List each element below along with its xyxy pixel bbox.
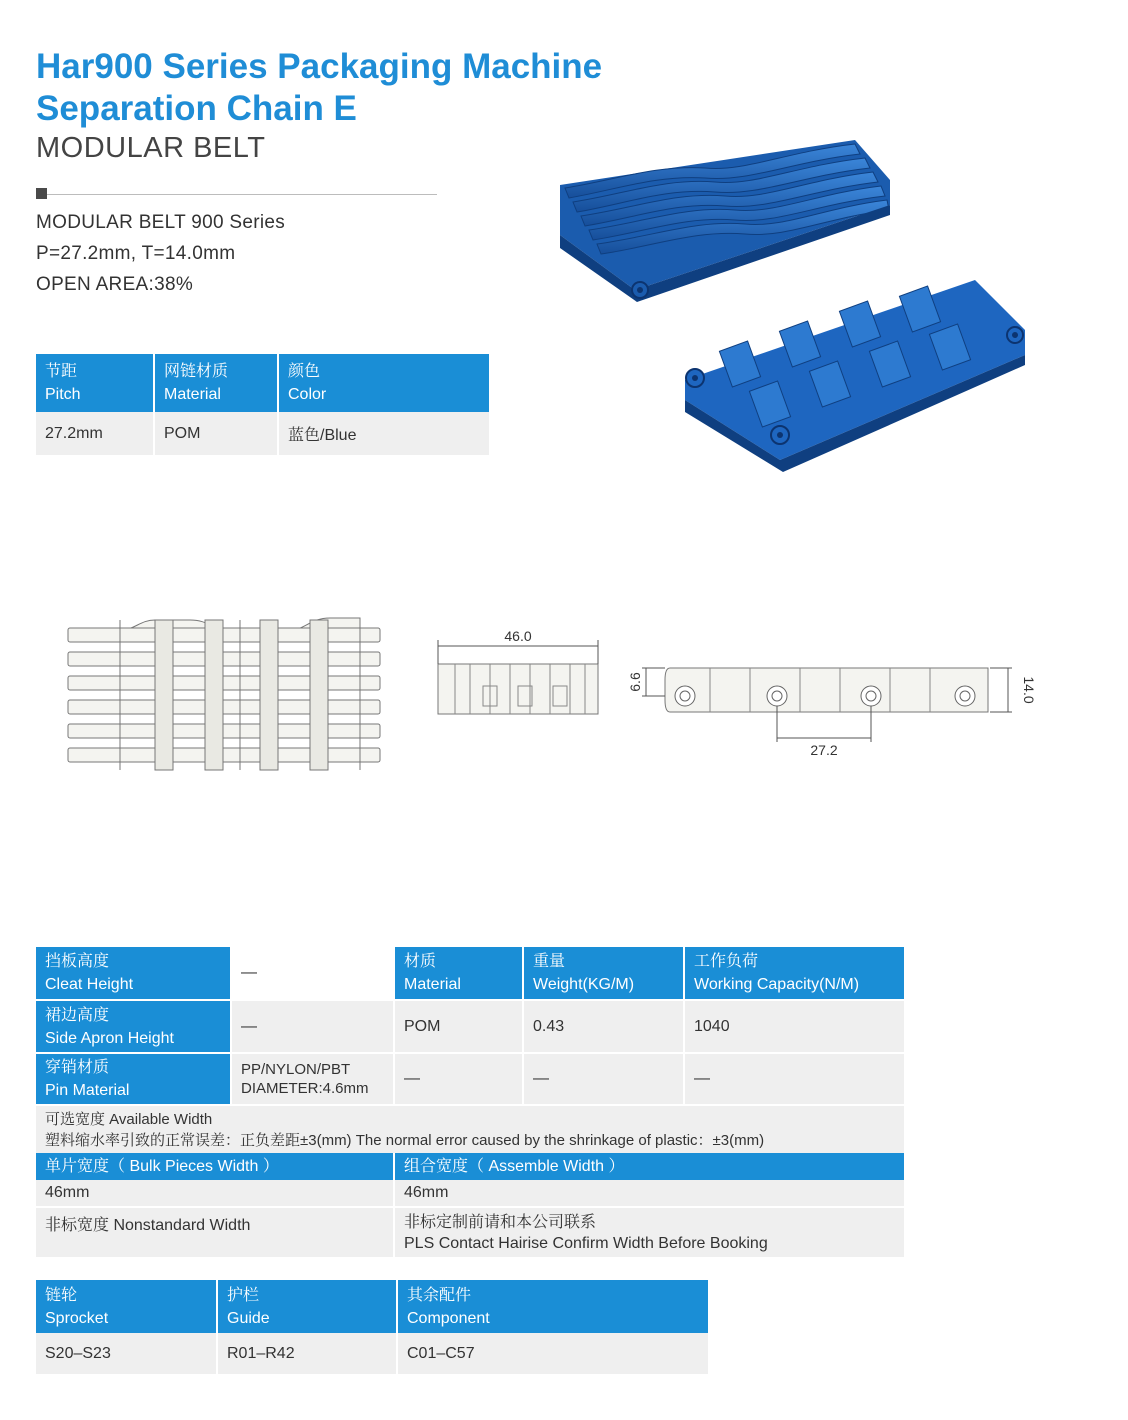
dim-pitch: 27.2 <box>810 742 838 758</box>
label-material-en: Material <box>404 976 461 993</box>
label-cleat-en: Cleat Height <box>45 976 134 993</box>
value-assemble-width: 46mm <box>394 1180 904 1207</box>
header-pitch <box>36 354 154 412</box>
value-pin-weight-na: — <box>523 1053 684 1105</box>
value-pin-capacity-na: — <box>684 1053 904 1105</box>
value-color: 蓝色/Blue <box>278 412 489 455</box>
nonstandard-note-en: PLS Contact Hairise Confirm Width Before Booking <box>404 1234 768 1252</box>
label-pin-cn: 穿销材质 <box>45 1059 110 1076</box>
value-pitch: 27.2mm <box>36 412 154 455</box>
header-guide <box>217 1280 397 1333</box>
spec-pitch-thickness: P=27.2mm, T=14.0mm <box>36 243 236 264</box>
label-capacity-cn: 工作负荷 <box>694 953 759 970</box>
value-material: POM <box>394 1000 523 1053</box>
spec-open-area: OPEN AREA:38% <box>36 274 194 295</box>
header-pitch-en: Pitch <box>45 386 81 403</box>
value-pin-material <box>231 1053 394 1105</box>
label-cleat-height <box>36 947 231 1000</box>
header-guide-cn: 护栏 <box>227 1286 260 1304</box>
available-width-note <box>36 1105 904 1153</box>
page-subtitle: MODULAR BELT <box>36 132 266 164</box>
value-guide: R01–R42 <box>217 1333 397 1374</box>
value-working-capacity: 1040 <box>684 1000 904 1053</box>
spec-series: MODULAR BELT 900 Series <box>36 212 286 233</box>
value-nonstandard-width <box>394 1207 904 1257</box>
value-side-apron-height: — <box>231 1000 394 1053</box>
header-material-cn: 网链材质 <box>164 363 229 380</box>
belt-bottom-view <box>685 280 1025 472</box>
value-material: POM <box>154 412 278 455</box>
label-material-cn: 材质 <box>404 953 437 970</box>
header-sprocket-cn: 链轮 <box>45 1286 78 1304</box>
shrinkage-tolerance-note: 塑料缩水率引致的正常误差：正负差距±3(mm) The normal error caused by the shrinkage of plastic：±3(mm) <box>45 1131 765 1149</box>
value-cleat-height: — <box>231 947 394 1000</box>
header-color-cn: 颜色 <box>288 363 321 380</box>
header-assemble-width: 组合宽度（ Assemble Width ） <box>394 1153 904 1180</box>
nonstandard-note-cn: 非标定制前请和本公司联系 <box>404 1213 597 1231</box>
detail-spec-table <box>36 947 904 1257</box>
technical-drawing <box>60 600 1060 790</box>
value-sprocket: S20–S23 <box>36 1333 217 1374</box>
divider-marker <box>36 188 47 199</box>
page-title <box>36 46 602 130</box>
header-guide-en: Guide <box>227 1309 270 1327</box>
pin-material-types: PP/NYLON/PBT <box>241 1061 351 1078</box>
title-line-1: Har900 Series Packaging Machine <box>36 47 603 86</box>
header-component-en: Component <box>407 1309 490 1327</box>
belt-end-view <box>438 628 598 714</box>
dim-width: 46.0 <box>504 628 532 644</box>
value-weight: 0.43 <box>523 1000 684 1053</box>
header-sprocket <box>36 1280 217 1333</box>
label-side-apron-height <box>36 1000 231 1053</box>
header-color-en: Color <box>288 386 327 403</box>
belt-plan-view <box>68 618 380 770</box>
divider-line <box>47 194 437 195</box>
modular-belt-image <box>555 130 1055 480</box>
label-weight-en: Weight(KG/M) <box>533 976 635 993</box>
header-pitch-cn: 节距 <box>45 363 78 380</box>
header-color <box>278 354 489 412</box>
value-bulk-width: 46mm <box>36 1180 394 1207</box>
belt-side-view <box>627 668 1037 758</box>
label-apron-en: Side Apron Height <box>45 1029 174 1047</box>
value-pin-material-na: — <box>394 1053 523 1105</box>
available-width-label: 可选宽度 Available Width <box>45 1110 213 1128</box>
label-weight <box>523 947 684 1000</box>
header-bulk-width: 单片宽度（ Bulk Pieces Width ） <box>36 1153 394 1180</box>
accessories-table <box>36 1280 708 1374</box>
header-material-en: Material <box>164 386 221 403</box>
label-capacity-en: Working Capacity(N/M) <box>694 976 860 993</box>
dim-height: 14.0 <box>1021 676 1037 704</box>
pin-diameter: DIAMETER:4.6mm <box>241 1080 369 1097</box>
title-line-2: Separation Chain E <box>36 89 357 128</box>
label-nonstandard-width: 非标宽度 Nonstandard Width <box>36 1207 394 1257</box>
label-weight-cn: 重量 <box>533 953 566 970</box>
header-component <box>397 1280 708 1333</box>
label-cleat-cn: 挡板高度 <box>45 953 110 970</box>
header-material <box>154 354 278 412</box>
belt-top-view <box>560 140 890 302</box>
header-sprocket-en: Sprocket <box>45 1309 109 1327</box>
basic-spec-table <box>36 354 489 455</box>
header-component-cn: 其余配件 <box>407 1286 472 1304</box>
label-apron-cn: 裙边高度 <box>45 1006 110 1024</box>
label-pin-en: Pin Material <box>45 1082 130 1099</box>
label-working-capacity <box>684 947 904 1000</box>
dim-small-height: 6.6 <box>627 672 643 692</box>
value-component: C01–C57 <box>397 1333 708 1374</box>
label-pin-material <box>36 1053 231 1105</box>
label-material <box>394 947 523 1000</box>
